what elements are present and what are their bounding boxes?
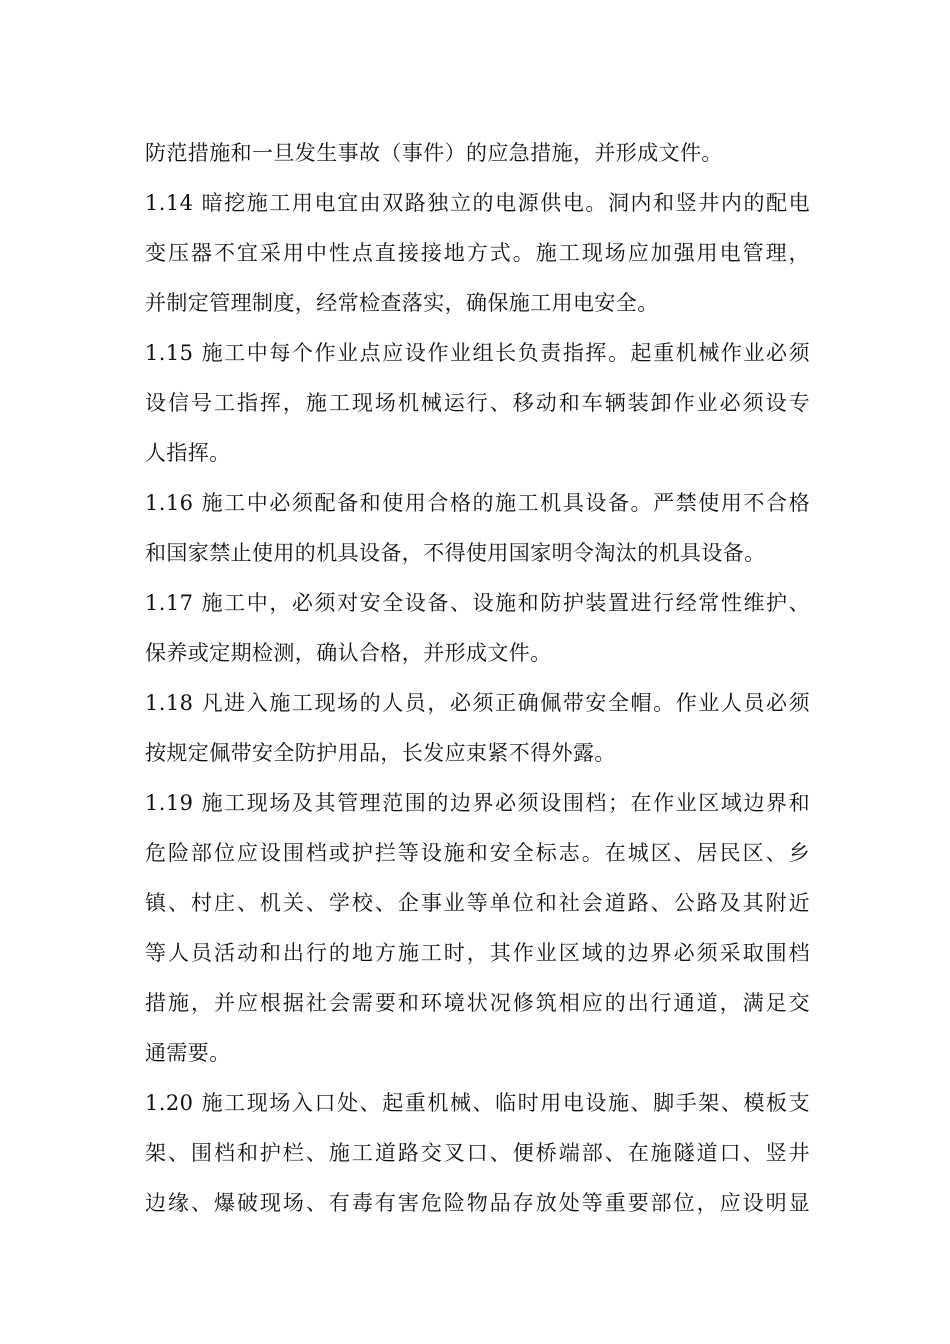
text-line: 按规定佩带安全防护用品，长发应束紧不得外露。 xyxy=(145,741,616,765)
text-line: 1.19 施工现场及其管理范围的边界必须设围档；在作业区域边界和 xyxy=(145,791,810,815)
text-line: 1.14 暗挖施工用电宜由双路独立的电源供电。洞内和竖井内的配电 xyxy=(145,191,810,215)
text-line: 架、围档和护栏、施工道路交叉口、便桥端部、在施隧道口、竖井 xyxy=(145,1141,810,1165)
text-line: 1.20 施工现场入口处、起重机械、临时用电设施、脚手架、模板支 xyxy=(145,1091,810,1115)
text-line: 设信号工指挥，施工现场机械运行、移动和车辆装卸作业必须设专 xyxy=(145,391,810,415)
text-line: 人指挥。 xyxy=(145,441,231,465)
text-line: 1.18 凡进入施工现场的人员，必须正确佩带安全帽。作业人员必须 xyxy=(145,691,810,715)
text-line: 1.16 施工中必须配备和使用合格的施工机具设备。严禁使用不合格 xyxy=(145,491,810,515)
text-line: 1.17 施工中，必须对安全设备、设施和防护装置进行经常性维护、 xyxy=(145,591,810,615)
text-line: 和国家禁止使用的机具设备，不得使用国家明令淘汰的机具设备。 xyxy=(145,541,766,565)
text-line: 危险部位应设围档或护拦等设施和安全标志。在城区、居民区、乡 xyxy=(145,841,810,865)
text-line: 边缘、爆破现场、有毒有害危险物品存放处等重要部位，应设明显 xyxy=(145,1191,810,1215)
text-line: 并制定管理制度，经常检查落实，确保施工用电安全。 xyxy=(145,291,659,315)
text-line: 防范措施和一旦发生事故（事件）的应急措施，并形成文件。 xyxy=(145,141,723,165)
document-body xyxy=(145,128,810,1228)
text-line: 措施，并应根据社会需要和环境状况修筑相应的出行通道，满足交 xyxy=(145,991,810,1015)
text-line: 等人员活动和出行的地方施工时，其作业区域的边界必须采取围档 xyxy=(145,941,810,965)
text-line: 通需要。 xyxy=(145,1041,231,1065)
text-line: 变压器不宜采用中性点直接接地方式。施工现场应加强用电管理， xyxy=(145,241,810,265)
text-line: 保养或定期检测，确认合格，并形成文件。 xyxy=(145,641,552,665)
text-line: 镇、村庄、机关、学校、企事业等单位和社会道路、公路及其附近 xyxy=(145,891,810,915)
text-line: 1.15 施工中每个作业点应设作业组长负责指挥。起重机械作业必须 xyxy=(145,341,810,365)
